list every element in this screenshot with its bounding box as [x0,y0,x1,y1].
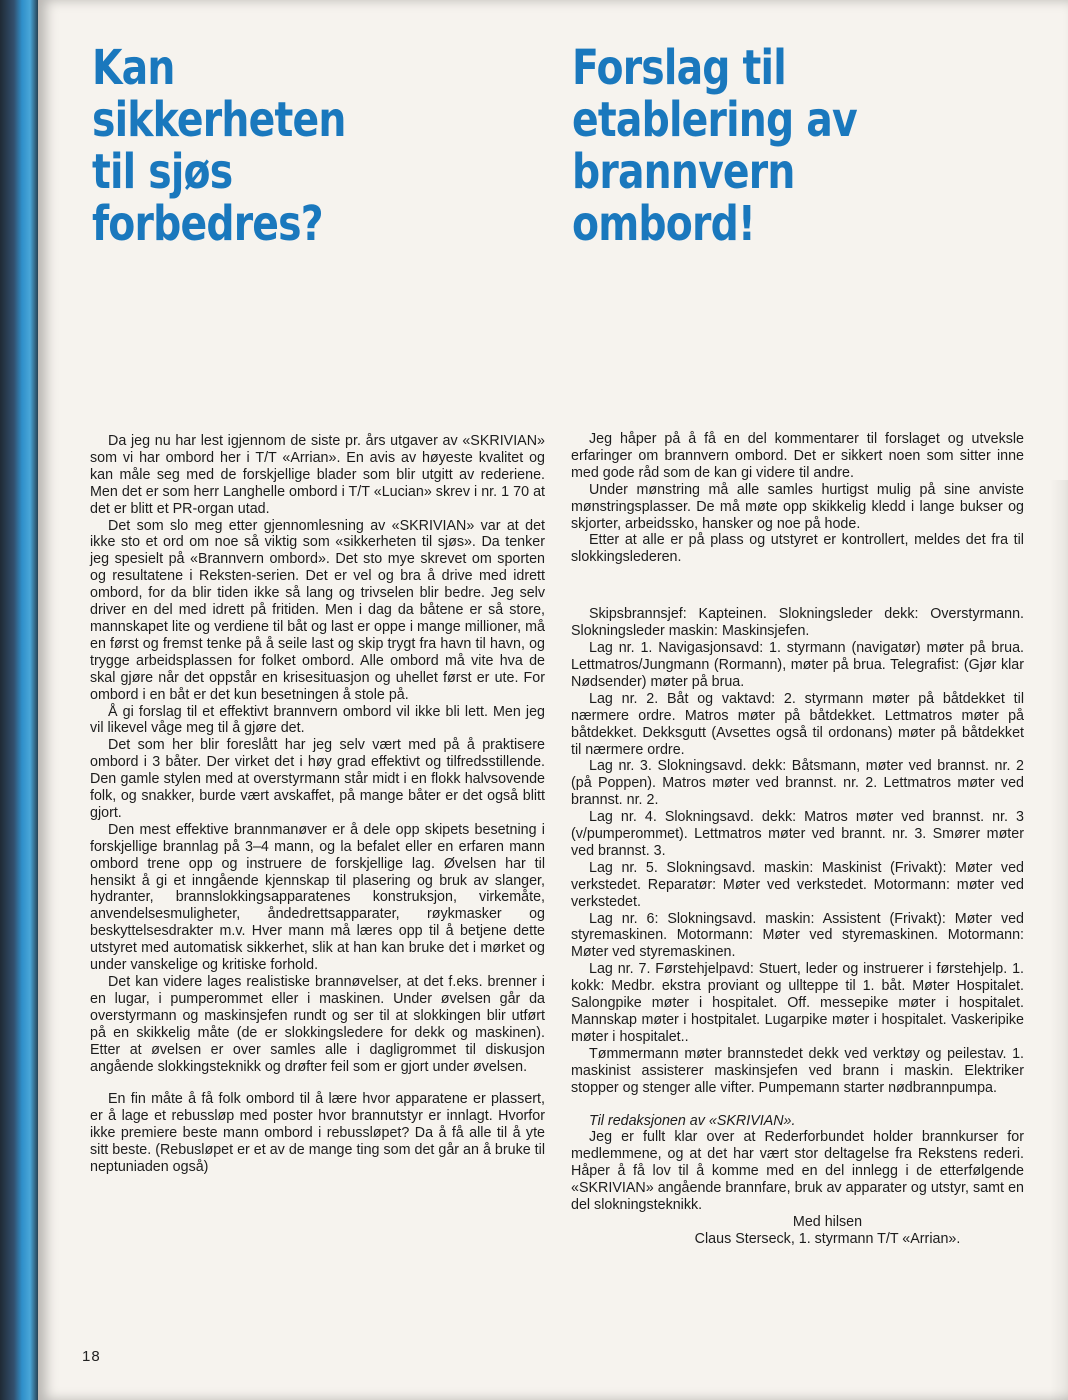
paragraph: Under mønstring må alle samles hurtigst mulig på sine anviste mønstringsplasser. De må møte opp skikkelig kledd i lange bukser og skjorter, arbeidssko, hansker og noe på hode. [571,481,1024,532]
paragraph: Tømmermann møter brannstedet dekk ved verktøy og peilestav. 1. maskinist assisterer maskinsjefen ved brann i maskin. Elektriker stopper og stenger alle vifter. Pumpemann starter nødbrannpumpa. [571,1045,1024,1096]
paragraph: Det som slo meg etter gjennomlesning av «SKRIVIAN» var at det ikke sto et ord om noe så viktig som «sikkerheten til sjøs». Da tenker jeg spesielt på «Brannvern ombord». Det sto mye skrevet om sporten og resultatene i Reksten-serien. Det er vel og bra å drive med idrett ombord, for da blir tiden ikke så lang og trivselen blir bedre. Jeg selv driver en del med idrett på fritiden. Men i dag da båtene er så store, mannskapet lite og verdiene til båt og last er oppe i mange millioner, må en først og fremst tenke på å seile last og skip trygt fra havn til havn, og trygge arbeidsplassen for folket ombord. Alle ombord må vite hva de skal gjøre når det oppstår en krisesituasjon og uhellet først er ute. For ombord i en båt er det kun besetningen å stole på. [90,517,545,703]
paragraph: Jeg håper på å få en del kommentarer til forslaget og utveksle erfaringer om brannvern ombord. Det er sikkert noen som sitter inne med gode råd som de kan gi videre til andre. [571,431,1024,481]
paragraph: Å gi forslag til et effektivt brannvern ombord vil ikke bli lett. Men jeg vil likevel våge meg til å gjøre det. [90,703,545,737]
page-edge-shadow [1050,480,1068,1400]
fire-team-paragraph: Lag nr. 3. Slokningsavd. dekk: Båtsmann, møter ved brannst. nr. 2 (på Poppen). Matros møter ved brannst. nr. 2. Lettmatros møter ved brannst. nr. 2. [571,758,1024,809]
paragraph: Det kan videre lages realistiske brannøvelser, at det f.eks. brenner i en lugar, i pumperommet eller i maskinen. Under øvelsen går da overstyrmann og maskinsjefen rundt og ser til at slokkingen blir utført på en skikkelig måte (de er slokkingsledere for dekk og maskinen). Etter at øvelsen er over samles alle i dagligrommet til diskusjon angående slokkingsteknikk og drøfter feil som er gjort under øvelsen. [90,974,545,1075]
fire-team-paragraph: Lag nr. 5. Slokningsavd. maskin: Maskinist (Frivakt): Møter ved verkstedet. Reparatør: Møter ved verkstedet. Motormann: møter ved verkstedet. [571,859,1024,910]
page-number: 18 [82,1348,101,1365]
headline-right-line: etablering av [572,92,857,148]
paragraph: Den mest effektive brannmanøver er å dele opp skipets besetning i forskjellige brannlag på 3–4 mann, og la befalet eller en erfaren mann ombord trene opp og instruere de forskjellige lag. Øvelsen har til hensikt å gi et inngående kjennskap til plasering og bruk av slanger, hydranter, brannslokkingsapparatenes konstruksjon, virkemåte, anvendelsesmuligheter, åndedrettsapparater, røykmasker og beskyttelsesdrakter m.v. Hver mann må læres opp til å betjene dette utstyret med automatisk sikkerhet, slik at han kan bruke det i mørket og under vanskelige og kritiske forhold. [90,821,545,974]
headline-right-line: Forslag til [572,40,786,96]
headline-right-line: ombord! [572,196,756,252]
headline-left [92,42,346,250]
headline-right [572,42,857,250]
fire-team-paragraph: Lag nr. 6: Slokningsavd. maskin: Assistent (Frivakt): Møter ved styremaskinen. Motormann: Møter ved styremaskinen. Motormann: Møter ved styremaskinen. [571,910,1024,961]
crew-roles-paragraph: Skipsbrannsjef: Kapteinen. Slokningsleder dekk: Overstyrmann. Slokningsleder maskin: Maskinsjefen. [571,606,1024,640]
headline-left-line: sikkerheten [92,92,346,148]
signature-greeting: Med hilsen [792,1213,863,1230]
paragraph: Da jeg nu har lest igjennom de siste pr. års utgaver av «SKRIVIAN» som vi har ombord her i T/T «Arrian». En avis av høyeste kvalitet og kan måle seg med de forskjellige blader som blir utgitt av rederiene. Men det er som herr Langhelle ombord i T/T «Lucian» skrev i nr. 1 70 at det er blitt et PR-organ utad. [90,433,545,517]
fire-team-paragraph: Lag nr. 1. Navigasjonsavd: 1. styrmann (navigatør) møter på brua. Lettmatros/Jungmann (Rormann), møter på brua. Telegrafist: (Gjør klar Nødsender) møter på brua. [571,640,1024,690]
headline-left-line: til sjøs [92,144,233,200]
headline-right-line: brannvern [572,144,795,200]
headline-left-line: forbedres? [92,196,323,252]
letter-heading: Til redaksjonen av «SKRIVIAN». [589,1112,796,1129]
fire-team-paragraph: Lag nr. 2. Båt og vaktavd: 2. styrmann møter på båtdekket til nærmere ordre. Matros møter på båtdekket. Lettmatros møter på båtdekket. Dekksgutt (Avsettes også til ordonans) møter på båtdekket til nærmere ordre. [571,690,1024,758]
fire-team-paragraph: Lag nr. 4. Slokningsavd. dekk: Matros møter ved brannst. nr. 3 (v/pumperommet). Lettmatros møter ved brannt. nr. 3. Smører møter ved brannst. 3. [571,809,1024,859]
article-left-column [90,433,545,1176]
signature-name: Claus Sterseck, 1. styrmann T/T «Arrian». [694,1230,961,1247]
paragraph: Jeg er fullt klar over at Rederforbundet holder brannkurser for medlemmene, og at det har vært stor deltagelse fra Rekstens rederi. Håper å få lov til å komme med en del innlegg i de etterfølgende «SKRIVIAN» angående brannfare, bruk av apparater og utstyr, samt en del slokningsteknikk. [571,1129,1024,1214]
fire-team-paragraph: Lag nr. 7. Førstehjelpavd: Stuert, leder og instruerer i førstehjelp. 1. kokk: Medbr. ekstra proviant og ullteppe til 1. båt. Møter Hospitalet. Salongpike møter i hospitalet. Off. messepike møter i hospitalet. Mannskap møter i hostpitalet. Lugarpike møter i hospitalet. Vaskeripike møter i hospitalet.. [571,961,1024,1045]
paragraph: En fin måte å få folk ombord til å lære hvor apparatene er plassert, er å lage et rebussløp med poster hvor brannutstyr er innlagt. Hvorfor ikke premiere beste mann ombord i rebussløpet? Da å få alle til å yte sitt beste. (Rebusløpet er et av de mange ting som det går an å bruke til neptuniaden også) [90,1091,545,1176]
paragraph: Etter at alle er på plass og utstyret er kontrollert, meldes det fra til slokkingslederen. [571,532,1024,566]
headline-left-line: Kan [92,40,175,96]
paragraph: Det som her blir foreslått har jeg selv vært med på å praktisere ombord i 3 båter. Der virket det i høy grad effektivt og tilfredsstillende. Den gamle stylen med at overstyrmann står midt i en flokk halvsovende folk, og snakker, burde vært avskaffet, på mange båter er det også blitt gjort. [90,737,545,821]
magazine-binding [0,0,40,1400]
article-right-column [571,431,1024,1248]
